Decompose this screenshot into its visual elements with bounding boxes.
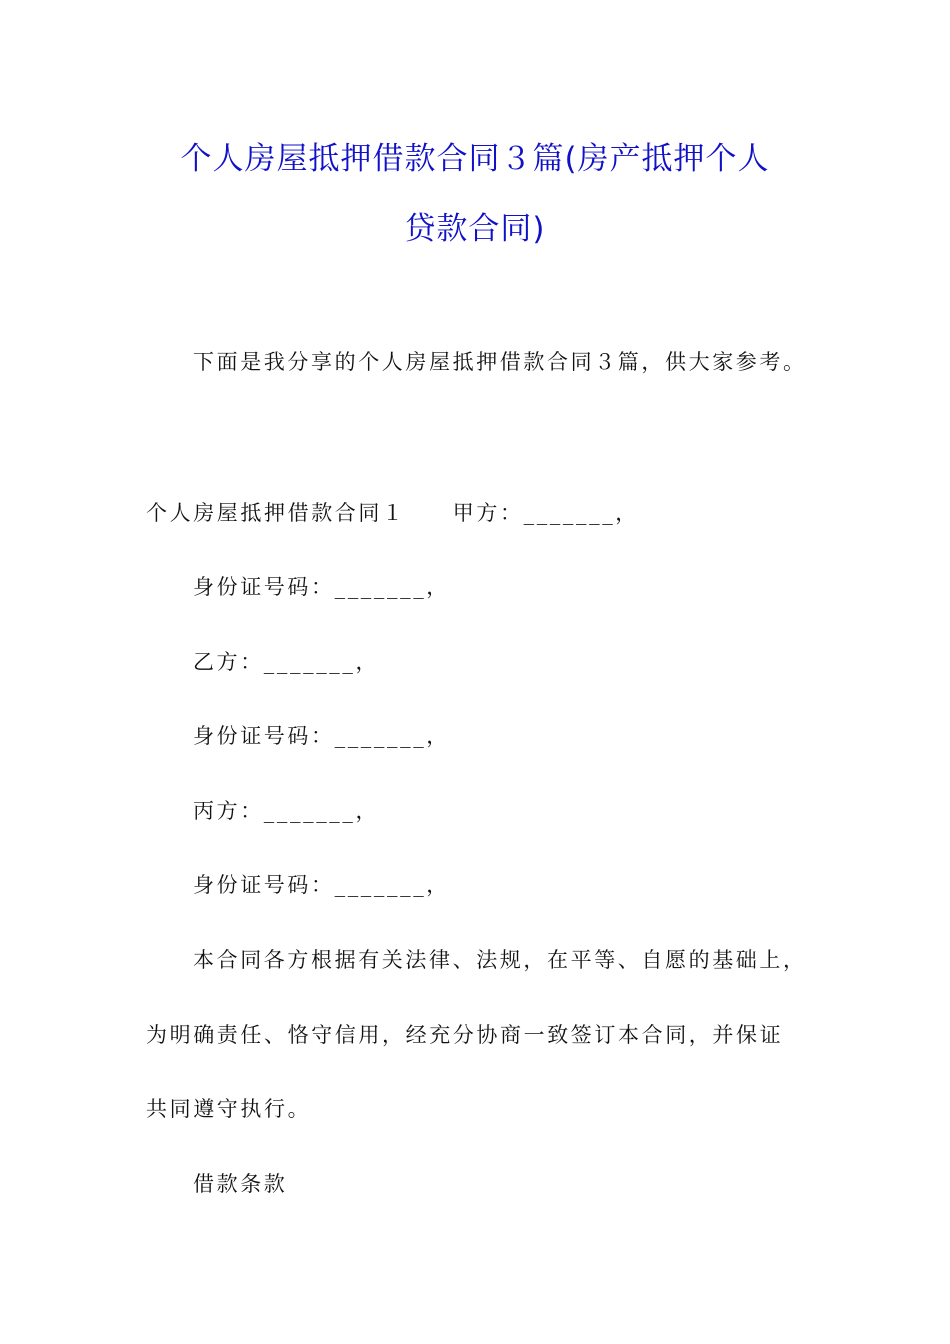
preamble-line3: 共同遵守执行。 <box>146 1097 312 1121</box>
intro-paragraph: 下面是我分享的个人房屋抵押借款合同３篇，供大家参考。 <box>193 350 807 374</box>
section-heading-loan-terms: 借款条款 <box>193 1172 288 1196</box>
party-c-line: 丙方：_______， <box>193 799 380 823</box>
preamble-line2: 为明确责任、恪守信用，经充分协商一致签订本合同，并保证 <box>146 1023 784 1047</box>
preamble-line1: 本合同各方根据有关法律、法规，在平等、自愿的基础上， <box>193 948 807 972</box>
party-b-line: 乙方：_______， <box>193 650 380 674</box>
party-a-id-line: 身份证号码：_______， <box>193 575 450 599</box>
party-c-id-line: 身份证号码：_______， <box>193 873 450 897</box>
document-title-line1: 个人房屋抵押借款合同３篇(房产抵押个人 <box>180 141 770 177</box>
document-title-line2: 贷款合同) <box>404 211 546 247</box>
contract-heading: 个人房屋抵押借款合同１ 甲方：_______， <box>146 501 639 525</box>
party-b-id-line: 身份证号码：_______， <box>193 724 450 748</box>
